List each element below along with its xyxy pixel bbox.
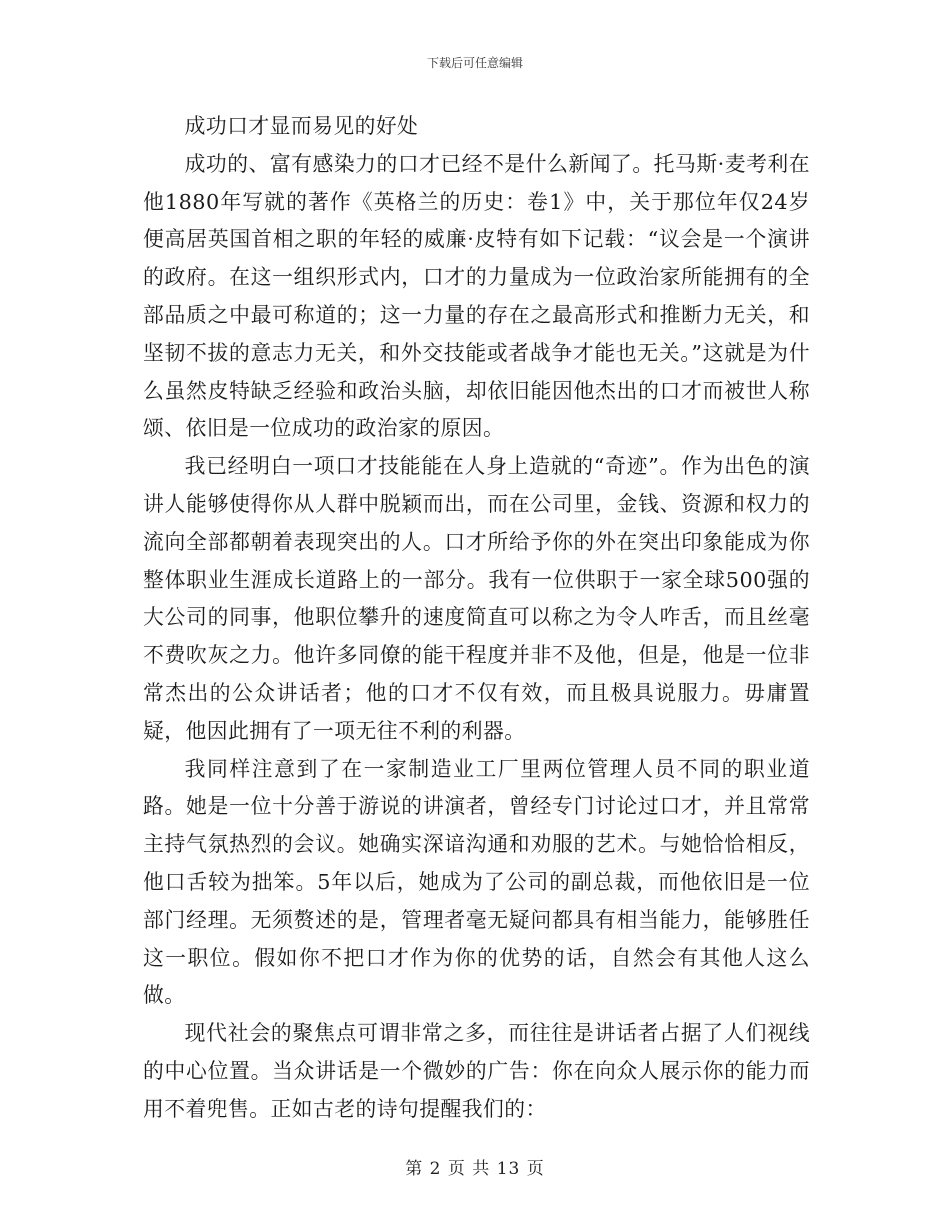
paragraph-4: 现代社会的聚焦点可谓非常之多，而往往是讲话者占据了人们视线的中心位置。当众讲话是一个微妙的广告：你在向众人展示你的能力而用不着兜售。正如古老的诗句提醒我们的： <box>143 1021 810 1121</box>
document-title: 成功口才显而易见的好处 <box>184 114 419 138</box>
paragraph-2: 我已经明白一项口才技能能在人身上造就的“奇迹”。作为出色的演讲人能够使得你从人群中脱颖而出，而在公司里，金钱、资源和权力的流向全部都朝着表现突出的人。口才所给予你的外在突出印象能成为你整体职业生涯成长道路上的一部分。我有一位供职于一家全球500强的大公司的同事，他职位攀升的速度简直可以称之为令人咋舌，而且丝毫不费吹灰之力。他许多同僚的能干程度并非不及他，但是，他是一位非常杰出的公众讲话者；他的口才不仅有效，而且极具说服力。毋庸置疑，他因此拥有了一项无往不利的利器。 <box>143 454 810 743</box>
paragraph-1: 成功的、富有感染力的口才已经不是什么新闻了。托马斯·麦考利在他1880年写就的著作《英格兰的历史：卷1》中，关于那位年仅24岁便高居英国首相之职的年轻的威廉·皮特有如下记载：“议会是一个演讲的政府。在这一组织形式内，口才的力量成为一位政治家所能拥有的全部品质之中最可称道的；这一力量的存在之最高形式和推断力无关，和坚韧不拔的意志力无关，和外交技能或者战争才能也无关。”这就是为什么虽然皮特缺乏经验和政治头脑，却依旧能因他杰出的口才而被世人称颂、依旧是一位成功的政治家的原因。 <box>143 151 810 441</box>
page-number-footer: 第 2 页 共 13 页 <box>405 1159 545 1179</box>
paragraph-3: 我同样注意到了在一家制造业工厂里两位管理人员不同的职业道路。她是一位十分善于游说的讲演者，曾经专门讨论过口才，并且常常主持气氛热烈的会议。她确实深谙沟通和劝服的艺术。与她恰恰相反，他口舌较为拙笨。5年以后，她成为了公司的副总裁，而他依旧是一位部门经理。无须赘述的是，管理者毫无疑问都具有相当能力，能够胜任这一职位。假如你不把口才作为你的优势的话，自然会有其他人这么做。 <box>143 756 810 1008</box>
document-body <box>143 108 810 1129</box>
page-header-note: 下载后可任意编辑 <box>426 56 523 70</box>
